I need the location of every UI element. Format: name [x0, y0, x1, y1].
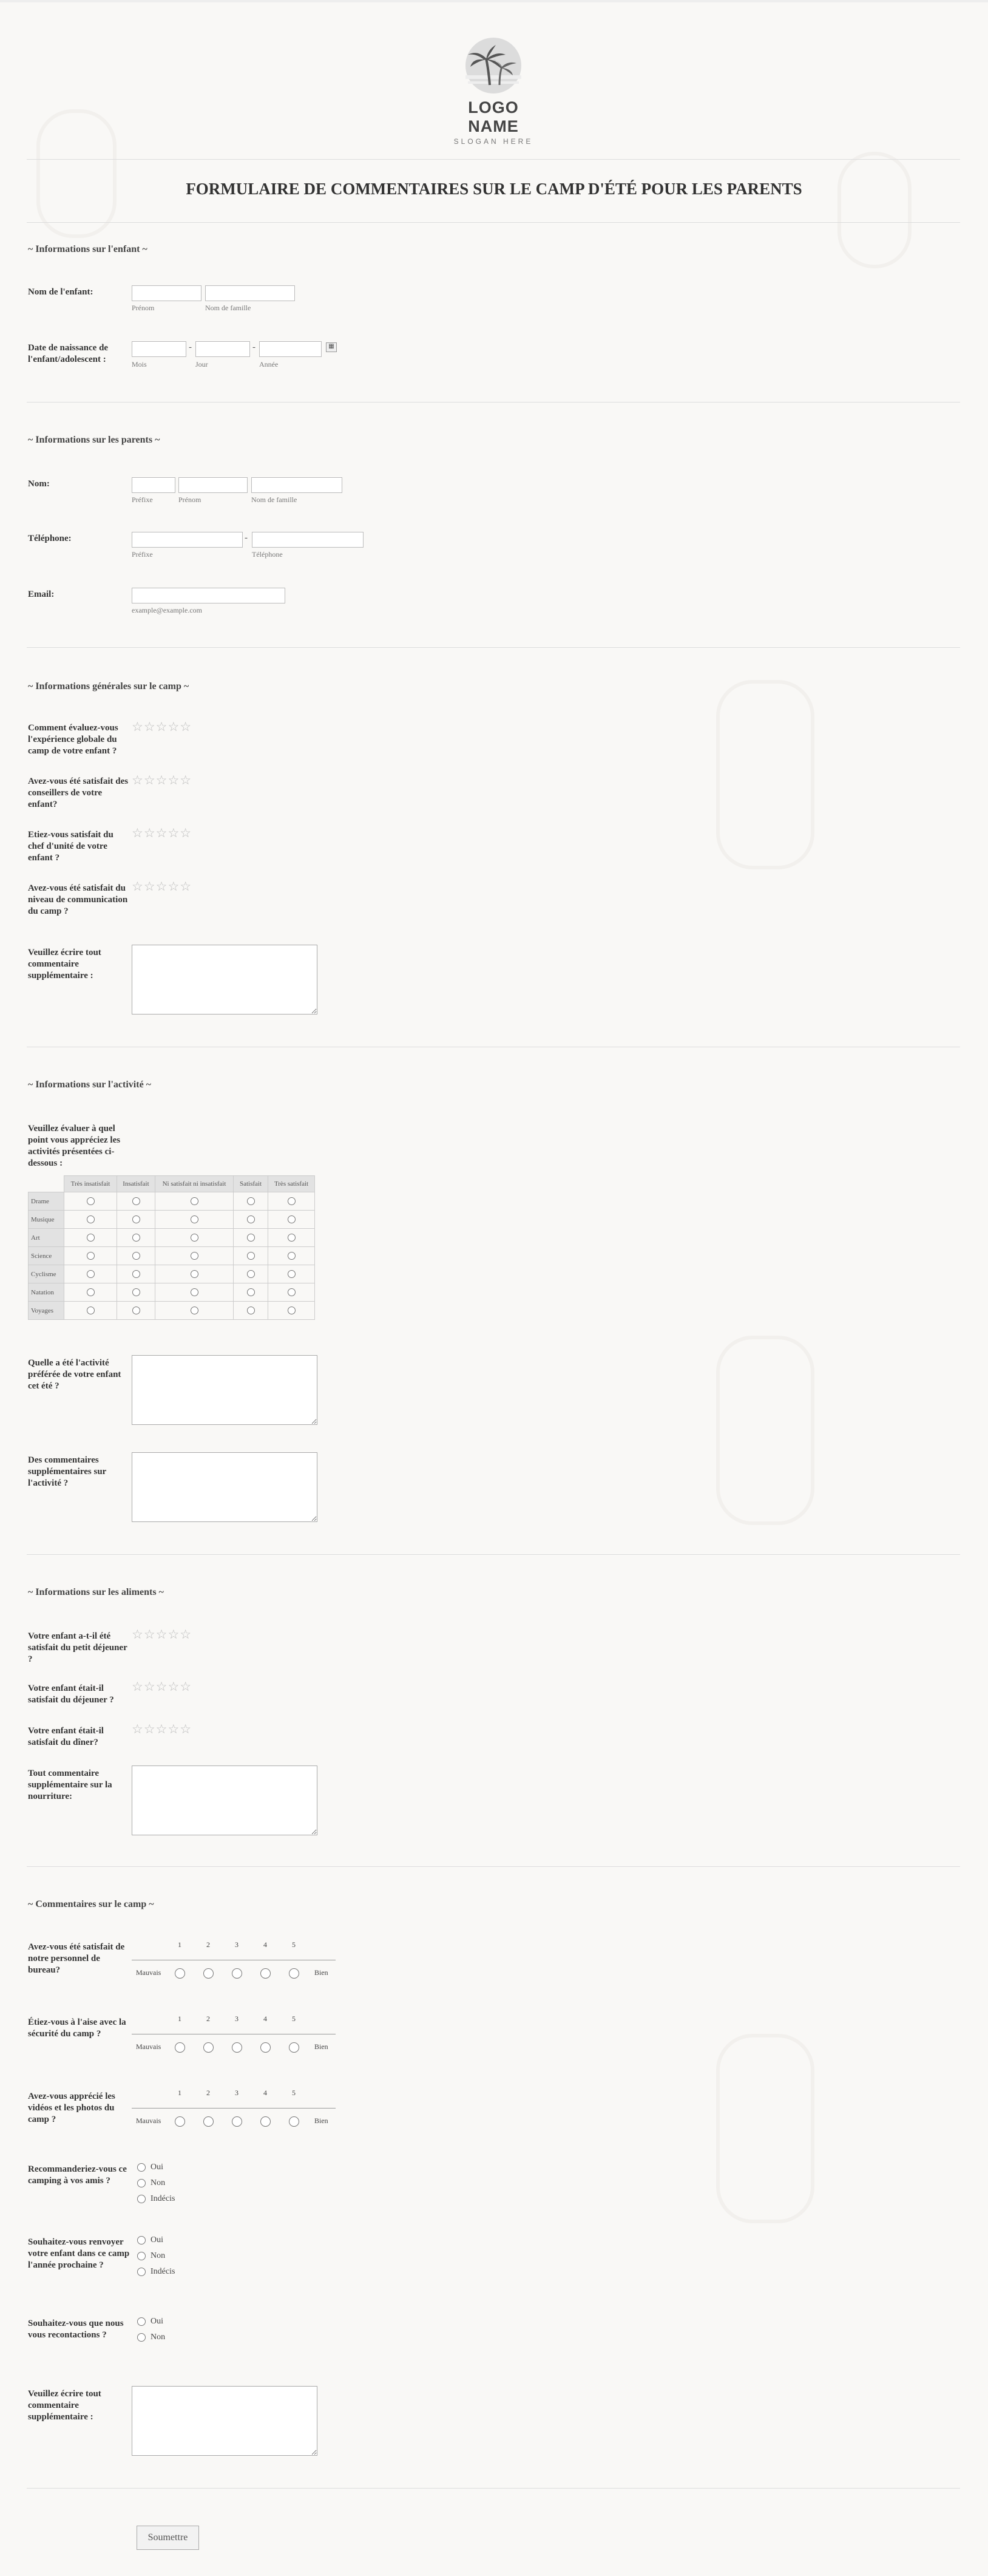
option-label: Oui	[151, 2317, 163, 2326]
counselor-rating-label: Avez-vous été satisfait des conseillers de votre enfant?	[28, 777, 129, 809]
recommend-label: Recommanderiez-vous ce camping à vos amis ?	[28, 2164, 127, 2186]
matrix-column-header: Ni satisfait ni insatisfait	[155, 1176, 234, 1192]
palm-tree-logo-icon	[459, 36, 527, 95]
matrix-radio-button[interactable]	[132, 1252, 140, 1260]
matrix-radio-button[interactable]	[132, 1307, 140, 1314]
matrix-row	[29, 1211, 315, 1229]
safety-label: Étiez-vous à l'aise avec la sécurité du camp ?	[28, 2017, 126, 2039]
matrix-cell	[268, 1302, 315, 1320]
recommend-no-option[interactable]	[137, 2178, 165, 2188]
matrix-column-header: Insatisfait	[117, 1176, 155, 1192]
parent-last-name-input[interactable]	[251, 477, 342, 493]
submit-button[interactable]: Soumettre	[137, 2526, 199, 2550]
scale-number: 5	[292, 2014, 296, 2023]
matrix-radio-button[interactable]	[247, 1215, 255, 1223]
scale-number: 2	[206, 1940, 210, 1949]
matrix-radio-button[interactable]	[247, 1252, 255, 1260]
dinner-rating-label: Votre enfant était-il satisfait du dîner?	[28, 1726, 104, 1747]
top-border	[0, 0, 988, 2]
matrix-radio-button[interactable]	[247, 1270, 255, 1278]
background-decoration	[716, 680, 814, 869]
radio-button[interactable]	[137, 2236, 146, 2245]
option-label: Indécis	[151, 2194, 175, 2203]
background-decoration	[837, 152, 912, 268]
background-decoration	[36, 109, 117, 238]
parent-first-name-input[interactable]	[178, 477, 248, 493]
divider	[27, 647, 960, 648]
lunch-rating-label: Votre enfant était-il satisfait du déjeuner ?	[28, 1684, 114, 1705]
option-label: Oui	[151, 2163, 163, 2172]
matrix-cell	[234, 1211, 268, 1229]
matrix-radio-button[interactable]	[132, 1270, 140, 1278]
return-undecided-option[interactable]	[137, 2267, 175, 2277]
option-label: Non	[151, 2178, 166, 2187]
final-comments-label: Veuillez écrire tout commentaire supplémentaire :	[28, 2389, 101, 2422]
matrix-cell	[268, 1192, 315, 1211]
scale-radio-button[interactable]	[175, 2116, 185, 2127]
option-label: Indécis	[151, 2267, 175, 2276]
matrix-cell	[155, 1229, 234, 1247]
favorite-activity-textarea[interactable]	[132, 1355, 317, 1425]
background-decoration	[716, 2034, 814, 2223]
matrix-cell	[268, 1265, 315, 1283]
recontact-no-option[interactable]	[137, 2333, 165, 2342]
scale-number: 1	[178, 2088, 181, 2097]
radio-button[interactable]	[137, 2195, 146, 2203]
matrix-cell	[155, 1283, 234, 1302]
scale-radio-button[interactable]	[260, 1968, 271, 1979]
radio-button[interactable]	[137, 2333, 146, 2342]
child-last-name-input[interactable]	[205, 285, 295, 301]
scale-radio-button[interactable]	[289, 2042, 299, 2053]
form-title: FORMULAIRE DE COMMENTAIRES SUR LE CAMP D'ÉTÉ POUR LES PARENTS	[186, 180, 802, 198]
recontact-yes-option[interactable]	[137, 2317, 163, 2326]
matrix-row	[29, 1229, 315, 1247]
matrix-radio-button[interactable]	[191, 1197, 198, 1205]
matrix-cell	[234, 1192, 268, 1211]
dinner-rating-stars[interactable]: ☆☆☆☆☆	[132, 1722, 192, 1736]
matrix-cell	[64, 1229, 117, 1247]
unit-leader-rating-label: Etiez-vous satisfait du chef d'unité de votre enfant ?	[28, 830, 113, 863]
option-label: Oui	[151, 2235, 163, 2245]
matrix-radio-button[interactable]	[132, 1234, 140, 1242]
section-title-child: ~ Informations sur l'enfant ~	[28, 244, 147, 254]
breakfast-rating-stars[interactable]: ☆☆☆☆☆	[132, 1627, 192, 1642]
scale-worst-label: Mauvais	[136, 2042, 161, 2051]
matrix-cell	[64, 1247, 117, 1265]
scale-number: 1	[178, 1940, 181, 1949]
matrix-radio-button[interactable]	[87, 1252, 95, 1260]
parent-name-label: Nom:	[28, 479, 50, 489]
scale-best-label: Bien	[314, 2116, 328, 2125]
calendar-icon[interactable]: ▦	[326, 342, 337, 352]
matrix-radio-button[interactable]	[247, 1197, 255, 1205]
email-sublabel: example@example.com	[132, 606, 203, 614]
scale-radio-button[interactable]	[203, 2042, 214, 2053]
scale-radio-button[interactable]	[175, 1968, 185, 1979]
logo	[448, 36, 539, 146]
email-input[interactable]	[132, 588, 285, 603]
scale-number: 5	[292, 1940, 296, 1949]
dob-year-sublabel: Année	[259, 360, 279, 369]
scale-number: 4	[263, 1940, 267, 1949]
parent-first-name-sublabel: Prénom	[178, 495, 201, 504]
matrix-cell	[268, 1229, 315, 1247]
option-label: Non	[151, 2251, 166, 2260]
matrix-radio-button[interactable]	[132, 1215, 140, 1223]
matrix-cell	[64, 1283, 117, 1302]
camp-rating-label: Comment évaluez-vous l'expérience globale du camp de votre enfant ?	[28, 723, 118, 756]
office-staff-label: Avez-vous été satisfait de notre personnel de bureau?	[28, 1942, 125, 1975]
communication-rating-stars[interactable]: ☆☆☆☆☆	[132, 879, 192, 894]
matrix-cell	[117, 1211, 155, 1229]
activity-comments-label: Des commentaires supplémentaires sur l'activité ?	[28, 1455, 107, 1488]
matrix-radio-button[interactable]	[87, 1288, 95, 1296]
matrix-row-label: Voyages	[29, 1302, 64, 1320]
recommend-yes-option[interactable]	[137, 2163, 163, 2172]
phone-label: Téléphone:	[28, 534, 72, 543]
section-title-activity: ~ Informations sur l'activité ~	[28, 1079, 151, 1090]
matrix-column-header: Très satisfait	[268, 1176, 315, 1192]
matrix-cell	[64, 1265, 117, 1283]
matrix-radio-button[interactable]	[87, 1270, 95, 1278]
matrix-radio-button[interactable]	[288, 1215, 296, 1223]
phone-prefix-input[interactable]	[132, 532, 243, 548]
scale-number: 3	[235, 2088, 239, 2097]
dob-separator: -	[252, 342, 255, 352]
scale-best-label: Bien	[314, 2042, 328, 2051]
breakfast-rating-label: Votre enfant a-t-il été satisfait du petit déjeuner ?	[28, 1631, 127, 1664]
scale-radio-button[interactable]	[260, 2116, 271, 2127]
scale-radio-button[interactable]	[203, 2116, 214, 2127]
child-name-label: Nom de l'enfant:	[28, 287, 93, 297]
matrix-radio-button[interactable]	[288, 1197, 296, 1205]
matrix-cell	[268, 1211, 315, 1229]
matrix-row	[29, 1302, 315, 1320]
section-title-camp: ~ Informations générales sur le camp ~	[28, 681, 189, 692]
communication-rating-label: Avez-vous été satisfait du niveau de communication du camp ?	[28, 883, 128, 916]
matrix-row-label: Art	[29, 1229, 64, 1247]
scale-radio-button[interactable]	[232, 2042, 242, 2053]
scale-radio-button[interactable]	[289, 2116, 299, 2127]
matrix-row-label: Science	[29, 1247, 64, 1265]
food-comments-label: Tout commentaire supplémentaire sur la nourriture:	[28, 1769, 112, 1801]
section-title-parents: ~ Informations sur les parents ~	[28, 435, 160, 445]
scale-radio-button[interactable]	[289, 1968, 299, 1979]
matrix-cell	[64, 1192, 117, 1211]
matrix-row-label: Natation	[29, 1283, 64, 1302]
scale-number: 1	[178, 2014, 181, 2023]
matrix-cell	[234, 1247, 268, 1265]
food-comments-textarea[interactable]	[132, 1765, 317, 1835]
scale-radio-button[interactable]	[260, 2042, 271, 2053]
child-first-name-input[interactable]	[132, 285, 201, 301]
matrix-cell	[155, 1192, 234, 1211]
matrix-cell	[64, 1211, 117, 1229]
child-dob-label: Date de naissance de l'enfant/adolescent :	[28, 343, 109, 364]
divider	[27, 222, 960, 223]
scale-radio-button[interactable]	[232, 1968, 242, 1979]
dob-day-sublabel: Jour	[195, 360, 208, 369]
child-last-name-sublabel: Nom de famille	[205, 304, 251, 312]
matrix-row	[29, 1247, 315, 1265]
scale-divider	[132, 2108, 336, 2109]
camp-comments-label: Veuillez écrire tout commentaire supplémentaire :	[28, 948, 101, 980]
camp-rating-stars[interactable]: ☆☆☆☆☆	[132, 719, 192, 734]
scale-radio-button[interactable]	[232, 2116, 242, 2127]
matrix-cell	[268, 1283, 315, 1302]
scale-worst-label: Mauvais	[136, 2116, 161, 2125]
parent-prefix-input[interactable]	[132, 477, 175, 493]
matrix-cell	[117, 1302, 155, 1320]
return-label: Souhaitez-vous renvoyer votre enfant dans ce camp l'année prochaine ?	[28, 2237, 130, 2270]
scale-number: 4	[263, 2014, 267, 2023]
matrix-row-label: Musique	[29, 1211, 64, 1229]
matrix-radio-button[interactable]	[191, 1270, 198, 1278]
matrix-radio-button[interactable]	[191, 1288, 198, 1296]
logo-name: LOGO NAME	[468, 98, 519, 135]
matrix-radio-button[interactable]	[247, 1288, 255, 1296]
divider	[27, 2488, 960, 2489]
matrix-cell	[234, 1302, 268, 1320]
scale-number: 5	[292, 2088, 296, 2097]
scale-number: 3	[235, 2014, 239, 2023]
matrix-radio-button[interactable]	[288, 1307, 296, 1314]
recommend-undecided-option[interactable]	[137, 2194, 175, 2204]
matrix-radio-button[interactable]	[191, 1215, 198, 1223]
activity-comments-textarea[interactable]	[132, 1452, 317, 1522]
matrix-radio-button[interactable]	[87, 1307, 95, 1314]
matrix-radio-button[interactable]	[87, 1234, 95, 1242]
return-yes-option[interactable]	[137, 2235, 163, 2245]
scale-number: 4	[263, 2088, 267, 2097]
matrix-radio-button[interactable]	[288, 1288, 296, 1296]
final-comments-textarea[interactable]	[132, 2386, 317, 2456]
activity-matrix	[28, 1175, 315, 1320]
matrix-radio-button[interactable]	[87, 1197, 95, 1205]
scale-worst-label: Mauvais	[136, 1968, 161, 1977]
phone-separator: -	[245, 533, 248, 543]
scale-radio-button[interactable]	[175, 2042, 185, 2053]
matrix-cell	[234, 1283, 268, 1302]
scale-number: 2	[206, 2014, 210, 2023]
dob-separator: -	[189, 342, 192, 352]
matrix-cell	[117, 1229, 155, 1247]
matrix-cell	[155, 1265, 234, 1283]
radio-button[interactable]	[137, 2268, 146, 2276]
matrix-row	[29, 1265, 315, 1283]
divider	[27, 1866, 960, 1867]
background-decoration	[716, 1336, 814, 1525]
unit-leader-rating-stars[interactable]: ☆☆☆☆☆	[132, 826, 192, 840]
return-no-option[interactable]	[137, 2251, 165, 2261]
phone-number-sublabel: Téléphone	[252, 550, 283, 559]
matrix-corner	[29, 1176, 64, 1192]
scale-number: 2	[206, 2088, 210, 2097]
matrix-radio-button[interactable]	[247, 1307, 255, 1314]
radio-button[interactable]	[137, 2179, 146, 2187]
matrix-radio-button[interactable]	[87, 1215, 95, 1223]
matrix-radio-button[interactable]	[288, 1234, 296, 1242]
matrix-cell	[117, 1247, 155, 1265]
radio-button[interactable]	[137, 2317, 146, 2326]
matrix-cell	[117, 1192, 155, 1211]
matrix-cell	[234, 1265, 268, 1283]
radio-button[interactable]	[137, 2252, 146, 2260]
dob-month-input[interactable]	[132, 341, 186, 357]
divider	[27, 402, 960, 403]
activity-matrix-label: Veuillez évaluer à quel point vous appréciez les activités présentées ci-dessous :	[28, 1124, 121, 1168]
child-first-name-sublabel: Prénom	[132, 304, 155, 312]
divider	[27, 1554, 960, 1555]
dob-day-input[interactable]	[195, 341, 250, 357]
matrix-cell	[64, 1302, 117, 1320]
scale-number: 3	[235, 1940, 239, 1949]
matrix-header-row	[29, 1176, 315, 1192]
matrix-row-label: Drame	[29, 1192, 64, 1211]
matrix-cell	[155, 1247, 234, 1265]
matrix-column-header: Très insatisfait	[64, 1176, 117, 1192]
matrix-row-label: Cyclisme	[29, 1265, 64, 1283]
matrix-cell	[268, 1247, 315, 1265]
recontact-label: Souhaitez-vous que nous vous recontactions ?	[28, 2319, 124, 2340]
scale-radio-button[interactable]	[203, 1968, 214, 1979]
matrix-cell	[155, 1302, 234, 1320]
matrix-cell	[234, 1229, 268, 1247]
matrix-row	[29, 1283, 315, 1302]
radio-button[interactable]	[137, 2163, 146, 2172]
logo-slogan: SLOGAN HERE	[453, 137, 533, 146]
camp-comments-textarea[interactable]	[132, 945, 317, 1014]
email-label: Email:	[28, 590, 55, 599]
lunch-rating-stars[interactable]: ☆☆☆☆☆	[132, 1679, 192, 1694]
matrix-cell	[155, 1211, 234, 1229]
matrix-cell	[117, 1265, 155, 1283]
matrix-column-header: Satisfait	[234, 1176, 268, 1192]
matrix-radio-button[interactable]	[191, 1307, 198, 1314]
matrix-radio-button[interactable]	[288, 1252, 296, 1260]
option-label: Non	[151, 2333, 166, 2342]
favorite-activity-label: Quelle a été l'activité préférée de votre enfant cet été ?	[28, 1358, 121, 1391]
dob-month-sublabel: Mois	[132, 360, 147, 369]
matrix-row	[29, 1192, 315, 1211]
phone-prefix-sublabel: Préfixe	[132, 550, 153, 559]
media-label: Avez-vous apprécié les vidéos et les photos du camp ?	[28, 2092, 115, 2124]
counselor-rating-stars[interactable]: ☆☆☆☆☆	[132, 773, 192, 787]
parent-last-name-sublabel: Nom de famille	[251, 495, 297, 504]
matrix-radio-button[interactable]	[191, 1252, 198, 1260]
section-title-food: ~ Informations sur les aliments ~	[28, 1587, 164, 1597]
matrix-radio-button[interactable]	[288, 1270, 296, 1278]
section-title-feedback: ~ Commentaires sur le camp ~	[28, 1899, 154, 1909]
matrix-radio-button[interactable]	[132, 1288, 140, 1296]
phone-number-input[interactable]	[252, 532, 364, 548]
dob-year-input[interactable]	[259, 341, 322, 357]
matrix-cell	[117, 1283, 155, 1302]
scale-best-label: Bien	[314, 1968, 328, 1977]
matrix-radio-button[interactable]	[132, 1197, 140, 1205]
matrix-radio-button[interactable]	[191, 1234, 198, 1242]
parent-prefix-sublabel: Préfixe	[132, 495, 153, 504]
matrix-radio-button[interactable]	[247, 1234, 255, 1242]
divider	[27, 159, 960, 160]
